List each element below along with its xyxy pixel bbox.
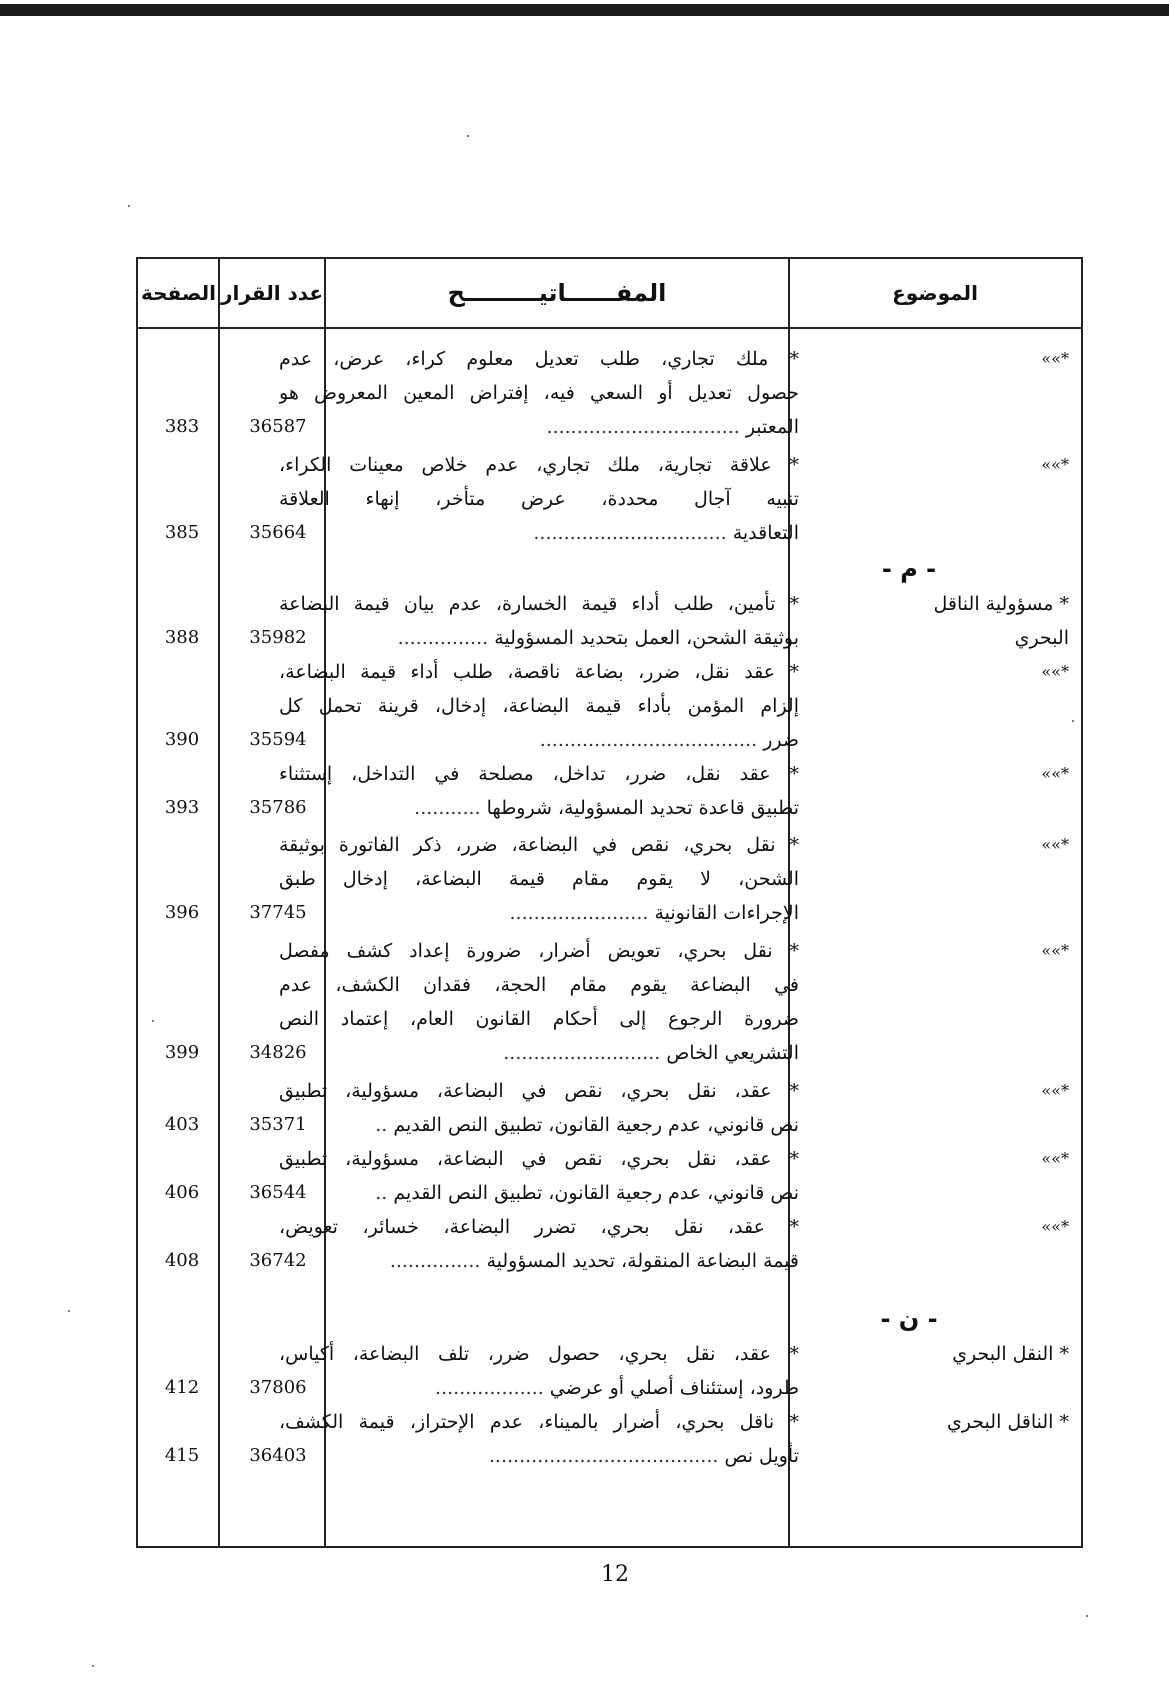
keyword-line-final: الإجراءات القانونية ....................... [509,902,799,924]
ditto-marks: *»» [1041,941,1069,960]
keyword-line-final: طرود، إستئناف أصلي أو عرضي .................. [435,1377,799,1399]
keyword-line: * علاقة تجارية، ملك تجاري، عدم خلاص معينات الكراء، [279,454,799,476]
keyword-line: الشحن، لا يقوم مقام قيمة البضاعة، إدخال طبق [279,868,799,890]
decision-number: 36742 [249,1250,307,1271]
keyword-line: * عقد، نقل بحري، تضرر البضاعة، خسائر، تعويض، [279,1216,799,1238]
decision-number: 35664 [249,522,307,543]
ditto-marks: *»» [1041,764,1069,783]
keyword-line: تنبيه آجال محددة، عرض متأخر، إنهاء العلاقة [279,488,799,510]
header-keywords: المفــــــاتيـــــــــح [447,279,667,307]
scan-speck [92,1665,94,1667]
ditto-marks: *»» [1041,835,1069,854]
keyword-line: * ملك تجاري، طلب تعديل معلوم كراء، عرض، عدم [279,348,799,370]
ditto-marks: *»» [1041,1149,1069,1168]
keyword-line-final: تطبيق قاعدة تحديد المسؤولية، شروطها ........... [414,797,799,819]
page-ref: 396 [164,902,200,923]
section-letter-nun: - ن - [880,1305,938,1333]
page-ref: 399 [164,1042,200,1063]
decision-number: 36403 [249,1445,307,1466]
keyword-line: * نقل بحري، نقص في البضاعة، ضرر، ذكر الفاتورة بوثيقة [279,834,799,856]
table-header [138,259,1081,329]
decision-number: 37806 [249,1377,307,1398]
page-ref: 408 [164,1250,200,1271]
keyword-line: حصول تعديل أو السعي فيه، إفتراض المعين المعروض هو [279,382,799,404]
keyword-line-final: بوثيقة الشحن، العمل بتحديد المسؤولية ............... [397,627,799,649]
keyword-line: * نقل بحري، تعويض أضرار، ضرورة إعداد كشف مفصل [279,940,799,962]
keyword-line-final: قيمة البضاعة المنقولة، تحديد المسؤولية ............... [389,1250,799,1272]
ditto-marks: *»» [1041,455,1069,474]
scan-speck [467,135,469,137]
subject-label: * النقل البحري [952,1343,1069,1365]
keyword-line-final: نص قانوني، عدم رجعية القانون، تطبيق النص القديم .. [375,1114,799,1136]
keyword-line: * عقد نقل، ضرر، تداخل، مصلحة في التداخل، إستثناء [279,763,799,785]
page-ref: 415 [164,1445,200,1466]
subject-label: * مسؤولية الناقل البحري [933,593,1069,649]
decision-number: 36544 [249,1182,307,1203]
page-ref: 385 [164,522,200,543]
scan-speck [68,1310,70,1312]
page-ref: 393 [164,797,200,818]
decision-number: 35786 [249,797,307,818]
top-border-rule [0,4,1169,16]
scan-speck [1072,720,1074,722]
scan-speck [128,205,130,207]
subject-label: * الناقل البحري [946,1411,1069,1433]
keyword-line: في البضاعة يقوم مقام الحجة، فقدان الكشف، عدم [279,974,799,996]
scan-speck [1086,1615,1088,1617]
keyword-line-final: نص قانوني، عدم رجعية القانون، تطبيق النص القديم .. [375,1182,799,1204]
page-ref: 390 [164,729,200,750]
page-ref: 412 [164,1377,200,1398]
keyword-line: إلزام المؤمن بأداء قيمة البضاعة، إدخال، قرينة تحمل كل [279,695,799,717]
keyword-line: * ناقل بحري، أضرار بالميناء، عدم الإحتراز، قيمة الكشف، [279,1411,799,1433]
keyword-line: * تأمين، طلب أداء قيمة الخسارة، عدم بيان قيمة البضاعة [279,593,799,615]
keyword-line: * عقد، نقل بحري، نقص في البضاعة، مسؤولية، تطبيق [279,1148,799,1170]
decision-number: 37745 [249,902,307,923]
keyword-line: * عقد، نقل بحري، نقص في البضاعة، مسؤولية، تطبيق [279,1080,799,1102]
page-ref: 388 [164,627,200,648]
decision-number: 35594 [249,729,307,750]
ditto-marks: *»» [1041,1081,1069,1100]
decision-number: 35371 [249,1114,307,1135]
ditto-marks: *»» [1041,1217,1069,1236]
decision-number: 34826 [249,1042,307,1063]
keyword-line-final: التشريعي الخاص .......................... [503,1042,799,1064]
section-letter-mim: - م - [881,555,937,583]
page-ref: 406 [164,1182,200,1203]
ditto-marks: *»» [1041,349,1069,368]
header-subject: الموضوع [892,281,978,305]
keyword-line: * عقد نقل، ضرر، بضاعة ناقصة، طلب أداء قيمة البضاعة، [279,661,799,683]
keyword-line: * عقد، نقل بحري، حصول ضرر، تلف البضاعة، أكياس، [279,1343,799,1365]
index-table [136,257,1083,1548]
keyword-line-final: تأويل نص ...................................... [488,1445,799,1467]
keyword-line-final: ضرر .................................... [539,729,799,751]
decision-number: 36587 [249,416,307,437]
page-number: 12 [601,1562,629,1587]
decision-number: 35982 [249,627,307,648]
page-ref: 403 [164,1114,200,1135]
ditto-marks: *»» [1041,662,1069,681]
keyword-line: ضرورة الرجوع إلى أحكام القانون العام، إعتماد النص [279,1008,799,1030]
header-page: الصفحة [140,281,216,305]
header-decision: عدد القرار [220,281,323,305]
page-ref: 383 [164,416,200,437]
keyword-line-final: التعاقدية ................................ [533,522,799,544]
keyword-line-final: المعتبر ................................ [546,416,799,438]
scan-speck [152,1020,154,1022]
